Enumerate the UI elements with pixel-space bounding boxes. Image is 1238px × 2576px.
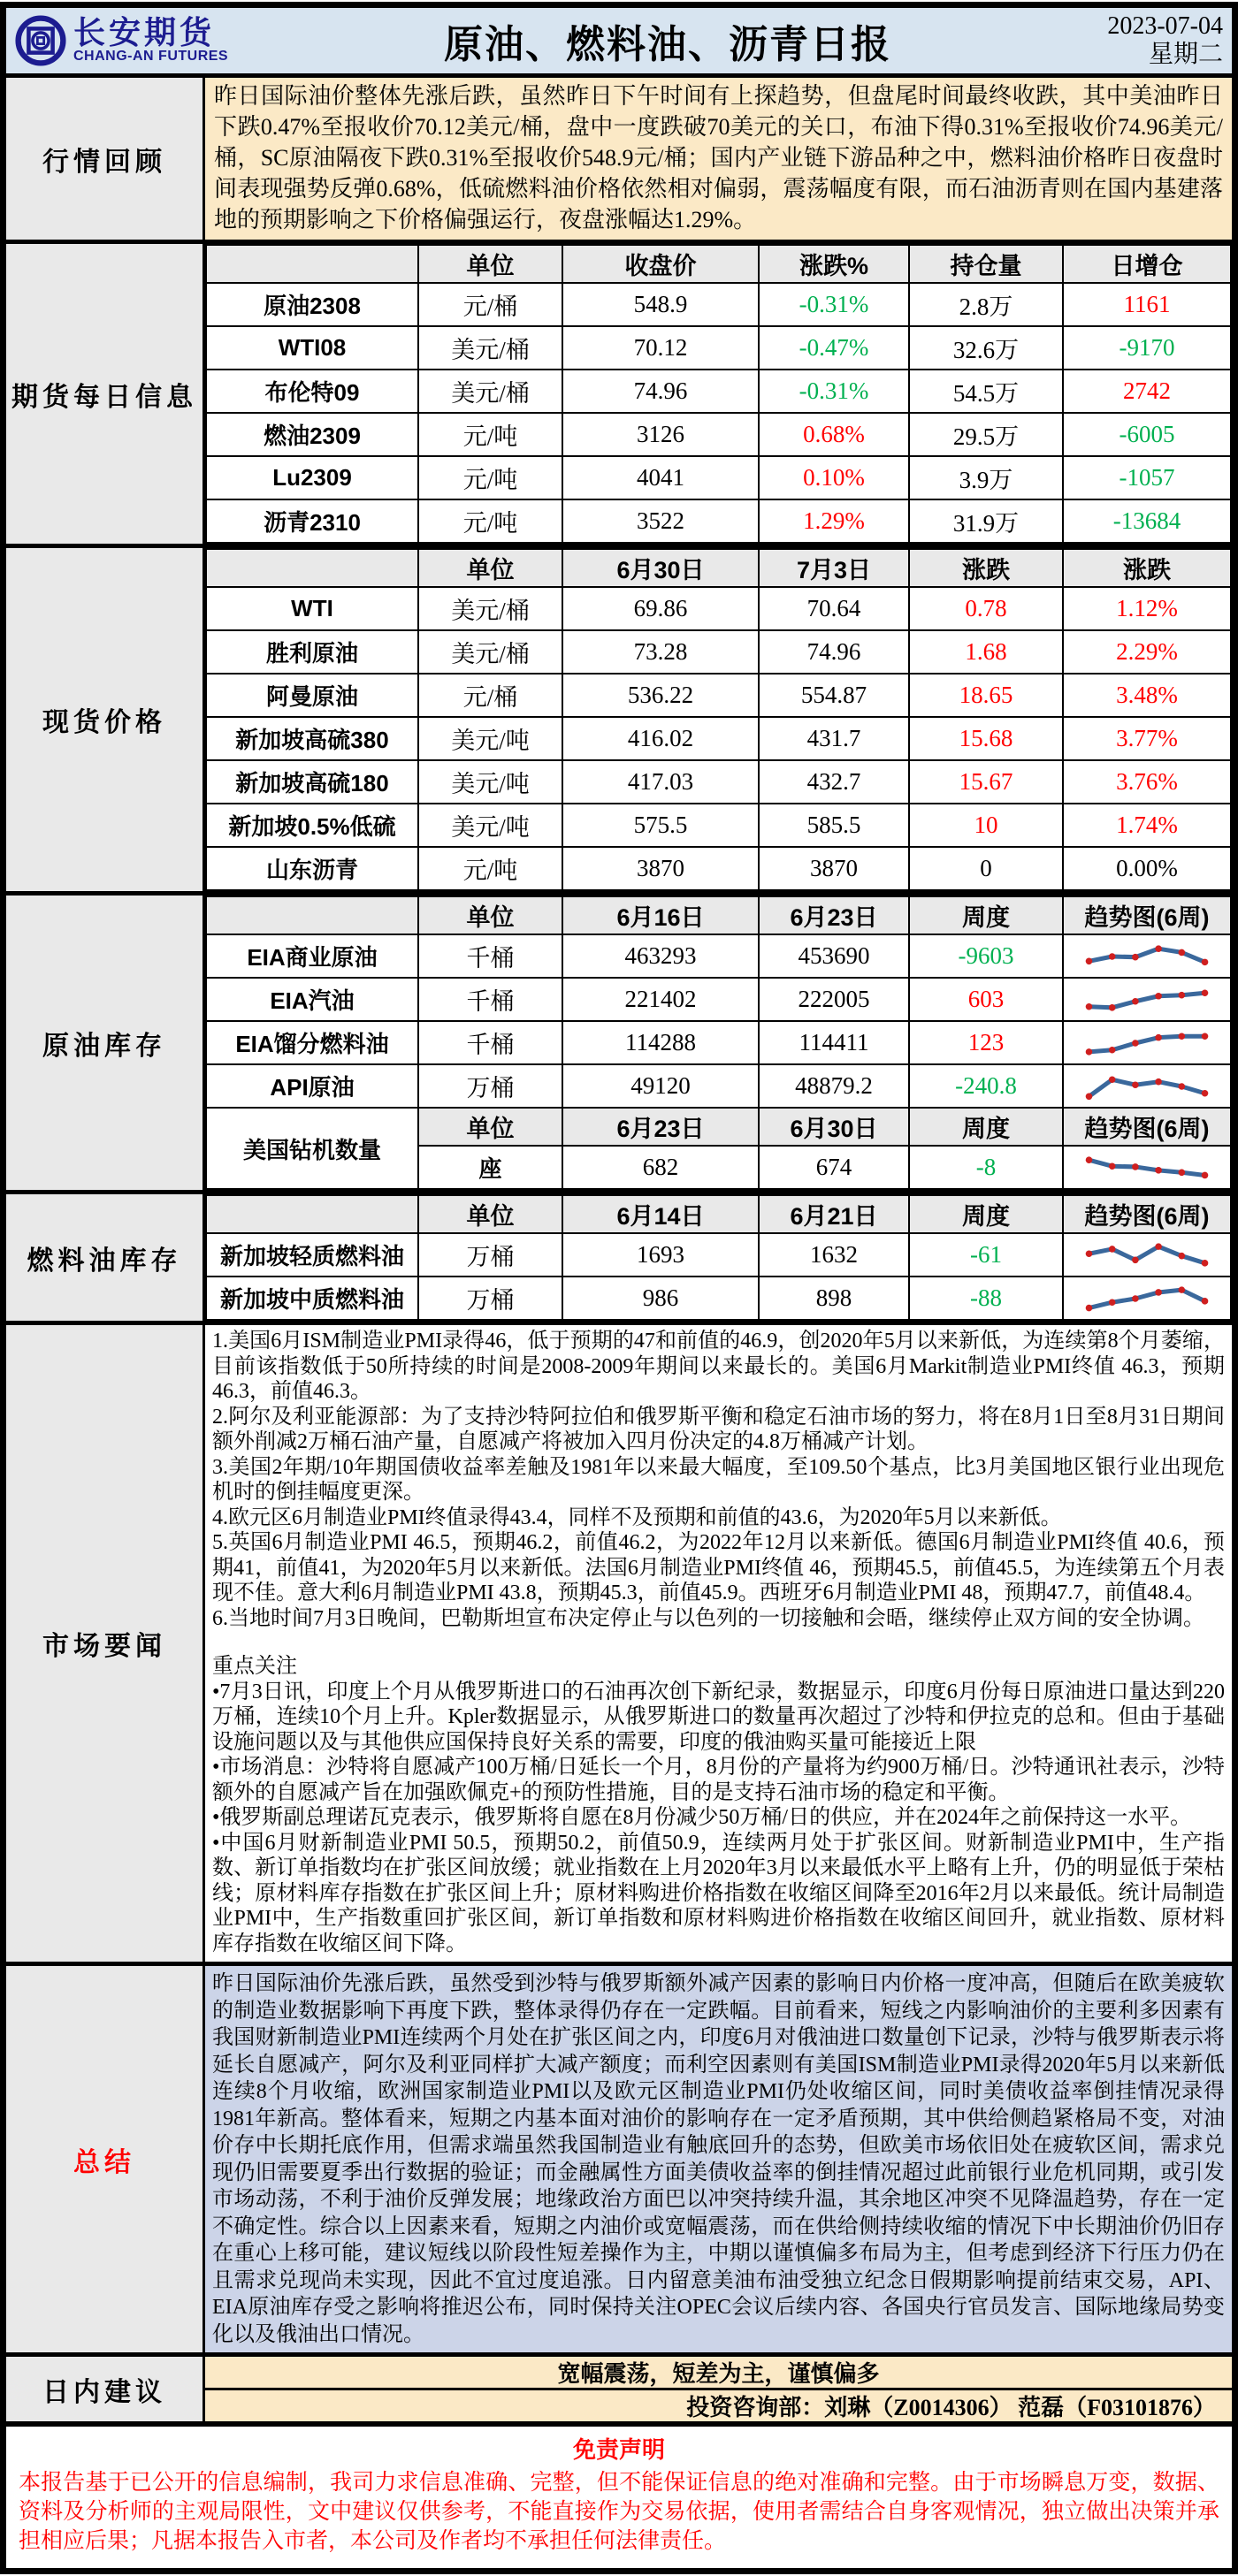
- data-cell: 万桶: [418, 1064, 562, 1108]
- data-cell: WTI08: [206, 326, 418, 370]
- column-header-cell: 单位: [418, 245, 562, 283]
- column-header-cell: 单位: [418, 1195, 562, 1233]
- futures-table: [205, 244, 1232, 544]
- table-row: [206, 1108, 1231, 1146]
- data-cell: 74.96: [759, 630, 909, 674]
- data-cell: 682: [562, 1146, 759, 1189]
- data-cell: 453690: [759, 934, 909, 978]
- table-row: [206, 499, 1231, 543]
- section-market-review: [6, 73, 1232, 240]
- data-cell: 674: [759, 1146, 909, 1189]
- data-cell: 0.10%: [759, 456, 909, 499]
- data-cell: 美元/桶: [418, 630, 562, 674]
- company-name-en: CHANG-AN FUTURES: [73, 49, 229, 64]
- column-header-cell: 周度: [909, 1108, 1063, 1146]
- trend-cell: [1063, 1064, 1231, 1108]
- section-label-market-review: 行情回顾: [6, 78, 205, 240]
- data-cell: 73.28: [562, 630, 759, 674]
- section-label-summary: 总结: [6, 1966, 205, 2352]
- data-cell: -88: [909, 1277, 1063, 1320]
- data-cell: 元/吨: [418, 499, 562, 543]
- data-cell: -13684: [1063, 499, 1231, 543]
- data-cell: 1693: [562, 1233, 759, 1277]
- data-cell: 美元/吨: [418, 717, 562, 760]
- data-cell: 48879.2: [759, 1064, 909, 1108]
- trend-sparkline: [1076, 981, 1218, 1018]
- data-cell: 万桶: [418, 1277, 562, 1320]
- trend-cell: [1063, 1021, 1231, 1064]
- market-review-text: 昨日国际油价整体先涨后跌，虽然昨日下午时间有上探趋势，但盘尾时间最终收跌，其中美油昨日下跌0.47%至报收价70.12美元/桶，盘中一度跌破70美元的关口，布油下得0.31%至报收价74.96美元/桶，SC原油隔夜下跌0.31%至报收价548.9元/桶；国内产业链下游品种之中，燃料油价格昨日夜盘时间表现强势反弹0.68%，低硫燃料油价格依然相对偏弱，震荡幅度有限，而石油沥青则在国内基建落地的预期影响之下价格偏强运行，夜盘涨幅达1.29%。: [205, 78, 1232, 240]
- column-header-cell: 6月30日: [759, 1108, 909, 1146]
- data-cell: -6005: [1063, 413, 1231, 456]
- column-header-cell: 趋势图(6周): [1063, 1195, 1231, 1233]
- news-paragraph: •中国6月财新制造业PMI 50.5，预期50.2，前值50.9，连续两月处于扩张区间。财新制造业PMI中，生产指数、新订单指数均在扩张区间放缓；就业指数在上月2020年3月以来最低水平上略有上升，仍的明显低于荣枯线；原材料库存指数在扩张区间上升；原材料购进价格指数在收缩区间降至2016年2月以来最低。统计局制造业PMI中，生产指数重回扩张区间，新订单指数和原材料购进价格指数在收缩区间回升，就业指数、原材料库存指数在收缩区间下降。: [212, 1831, 1225, 1955]
- trend-cell: [1063, 1146, 1231, 1189]
- column-header-cell: 涨跌: [909, 549, 1063, 587]
- column-header-cell: 7月3日: [759, 549, 909, 587]
- report-header: [6, 8, 1232, 73]
- crude-inventory-table: [205, 896, 1232, 1190]
- data-cell: 3.76%: [1063, 760, 1231, 804]
- data-cell: -9603: [909, 934, 1063, 978]
- trend-cell: [1063, 978, 1231, 1021]
- data-cell: 燃油2309: [206, 413, 418, 456]
- table-row: [206, 804, 1231, 847]
- data-cell: 1.74%: [1063, 804, 1231, 847]
- data-cell: 31.9万: [909, 499, 1063, 543]
- section-label-advice: 日内建议: [6, 2357, 205, 2421]
- data-cell: API原油: [206, 1064, 418, 1108]
- table-row: [206, 456, 1231, 499]
- trend-cell: [1063, 934, 1231, 978]
- section-label-fuel-inventory: 燃料油库存: [6, 1194, 205, 1321]
- data-cell: 美元/桶: [418, 587, 562, 630]
- data-cell: -0.47%: [759, 326, 909, 370]
- data-cell: 3.77%: [1063, 717, 1231, 760]
- section-label-spot: 现货价格: [6, 548, 205, 891]
- section-advice: [6, 2352, 1232, 2421]
- trend-sparkline: [1076, 1237, 1218, 1274]
- table-row: [206, 1064, 1231, 1108]
- trend-sparkline: [1076, 1068, 1218, 1105]
- data-cell: 10: [909, 804, 1063, 847]
- trend-sparkline: [1076, 1025, 1218, 1062]
- trend-sparkline: [1076, 1149, 1218, 1186]
- data-cell: 986: [562, 1277, 759, 1320]
- data-cell: 0.00%: [1063, 847, 1231, 890]
- data-cell: 新加坡高硫380: [206, 717, 418, 760]
- data-cell: 万桶: [418, 1233, 562, 1277]
- column-header-cell: 6月21日: [759, 1195, 909, 1233]
- data-cell: 898: [759, 1277, 909, 1320]
- table-row: [206, 370, 1231, 413]
- trend-cell: [1063, 1233, 1231, 1277]
- table-row: [206, 630, 1231, 674]
- data-cell: 431.7: [759, 717, 909, 760]
- data-cell: 1.12%: [1063, 587, 1231, 630]
- data-cell: 美国钻机数量: [206, 1108, 418, 1189]
- table-row: [206, 245, 1231, 283]
- data-cell: 575.5: [562, 804, 759, 847]
- company-logo: [15, 15, 298, 66]
- data-cell: 74.96: [562, 370, 759, 413]
- data-cell: 585.5: [759, 804, 909, 847]
- report-title: 原油、燃料油、沥青日报: [444, 23, 891, 66]
- column-header-cell: 6月30日: [562, 549, 759, 587]
- table-row: [206, 549, 1231, 587]
- table-row: [206, 760, 1231, 804]
- data-cell: 3870: [759, 847, 909, 890]
- trend-cell: [1063, 1277, 1231, 1320]
- data-cell: 0: [909, 847, 1063, 890]
- data-cell: 0.68%: [759, 413, 909, 456]
- data-cell: 元/吨: [418, 456, 562, 499]
- data-cell: 新加坡高硫180: [206, 760, 418, 804]
- data-cell: 3.48%: [1063, 674, 1231, 717]
- data-cell: 座: [418, 1146, 562, 1189]
- data-cell: -8: [909, 1146, 1063, 1189]
- report-date-value: 2023-07-04: [1107, 12, 1223, 40]
- data-cell: 417.03: [562, 760, 759, 804]
- data-cell: WTI: [206, 587, 418, 630]
- data-cell: 536.22: [562, 674, 759, 717]
- column-header-cell: 单位: [418, 896, 562, 934]
- disclaimer: [6, 2421, 1232, 2568]
- data-cell: -1057: [1063, 456, 1231, 499]
- table-row: [206, 1233, 1231, 1277]
- data-cell: 美元/吨: [418, 804, 562, 847]
- column-header-cell: 6月14日: [562, 1195, 759, 1233]
- column-header-cell: 趋势图(6周): [1063, 1108, 1231, 1146]
- report-page: [0, 2, 1238, 2574]
- disclaimer-text: 本报告基于已公开的信息编制，我司力求信息准确、完整，但不能保证信息的绝对准确和完整。由于市场瞬息万变，数据、资料及分析师的主观局限性，文中建议仅供参考，不能直接作为交易依据，使用者需结合自身客观情况，独立做出决策并承担相应后果；凡据本报告入市者，本公司及作者均不承担任何法律责任。: [19, 2471, 1219, 2553]
- data-cell: 千桶: [418, 934, 562, 978]
- data-cell: 222005: [759, 978, 909, 1021]
- data-cell: 2742: [1063, 370, 1231, 413]
- data-cell: 2.8万: [909, 283, 1063, 326]
- data-cell: 221402: [562, 978, 759, 1021]
- column-header-cell: 周度: [909, 896, 1063, 934]
- data-cell: 1.68: [909, 630, 1063, 674]
- news-paragraph: •市场消息：沙特将自愿减产100万桶/日延长一个月，8月份的产量将为约900万桶/日。沙特通讯社表示，沙特额外的自愿减产旨在加强欧佩克+的预防性措施，目的是支持石油市场的稳定和平衡。: [212, 1756, 1225, 1804]
- data-cell: 603: [909, 978, 1063, 1021]
- data-cell: 布伦特09: [206, 370, 418, 413]
- data-cell: 416.02: [562, 717, 759, 760]
- table-row: [206, 847, 1231, 890]
- data-cell: 新加坡中质燃料油: [206, 1277, 418, 1320]
- news-paragraph: 重点关注: [212, 1655, 297, 1678]
- news-paragraph: 2.阿尔及利亚能源部：为了支持沙特阿拉伯和俄罗斯平衡和稳定石油市场的努力，将在8月1日至8月31日期间额外削减2万桶石油产量，自愿减产将被加入四月份决定的4.8万桶减产计划。: [212, 1405, 1225, 1453]
- section-futures-daily: [6, 240, 1232, 544]
- table-row: [206, 413, 1231, 456]
- advice-line: 宽幅震荡，短差为主，谨慎偏多: [205, 2357, 1232, 2390]
- table-row: [206, 1277, 1231, 1320]
- company-name-cn: 长安期货: [73, 14, 216, 50]
- data-cell: 元/桶: [418, 283, 562, 326]
- news-paragraph: 1.美国6月ISM制造业PMI录得46，低于预期的47和前值的46.9，创2020年5月以来新低，为连续第8个月萎缩，目前该指数低于50所持续的时间是2008-2009年期间以来最长的。美国6月Markit制造业PMI终值 46.3，预期46.3，前值46.3。: [212, 1330, 1225, 1403]
- column-header-cell: 涨跌%: [759, 245, 909, 283]
- table-row: [206, 1021, 1231, 1064]
- section-crude-inventory: [6, 891, 1232, 1190]
- data-cell: 4041: [562, 456, 759, 499]
- data-cell: 114288: [562, 1021, 759, 1064]
- data-cell: 49120: [562, 1064, 759, 1108]
- data-cell: 3522: [562, 499, 759, 543]
- data-cell: 沥青2310: [206, 499, 418, 543]
- market-news-body: [205, 1325, 1232, 1962]
- advice-consultants: 投资咨询部：刘琳（Z0014306） 范磊（F03101876）: [205, 2390, 1232, 2421]
- column-header-cell: 周度: [909, 1195, 1063, 1233]
- column-header-cell: [206, 1195, 418, 1233]
- data-cell: 1632: [759, 1233, 909, 1277]
- spot-price-table: [205, 548, 1232, 891]
- column-header-cell: 涨跌: [1063, 549, 1231, 587]
- data-cell: 山东沥青: [206, 847, 418, 890]
- report-date: [1037, 12, 1223, 69]
- data-cell: 3126: [562, 413, 759, 456]
- data-cell: 元/吨: [418, 413, 562, 456]
- data-cell: 原油2308: [206, 283, 418, 326]
- table-row: [206, 934, 1231, 978]
- data-cell: 123: [909, 1021, 1063, 1064]
- column-header-cell: [206, 896, 418, 934]
- data-cell: 0.78: [909, 587, 1063, 630]
- fuel-inventory-table: [205, 1194, 1232, 1321]
- data-cell: 美元/桶: [418, 326, 562, 370]
- news-paragraph: 4.欧元区6月制造业PMI终值录得43.4，同样不及预期和前值的43.6，为2020年5月以来新低。: [212, 1505, 1062, 1529]
- trend-sparkline: [1076, 1280, 1218, 1317]
- data-cell: -0.31%: [759, 283, 909, 326]
- data-cell: 元/桶: [418, 674, 562, 717]
- data-cell: 432.7: [759, 760, 909, 804]
- data-cell: 114411: [759, 1021, 909, 1064]
- news-paragraph: [212, 1631, 1225, 1654]
- column-header-cell: 单位: [418, 1108, 562, 1146]
- trend-sparkline: [1076, 938, 1218, 975]
- data-cell: -9170: [1063, 326, 1231, 370]
- data-cell: 千桶: [418, 978, 562, 1021]
- column-header-cell: [206, 549, 418, 587]
- table-row: [206, 283, 1231, 326]
- section-market-news: [6, 1321, 1232, 1962]
- data-cell: EIA商业原油: [206, 934, 418, 978]
- data-cell: EIA馏分燃料油: [206, 1021, 418, 1064]
- column-header-cell: 日增仓: [1063, 245, 1231, 283]
- table-row: [206, 674, 1231, 717]
- news-paragraph: 6.当地时间7月3日晚间，巴勒斯坦宣布决定停止与以色列的一切接触和会晤，继续停止双方间的安全协调。: [212, 1606, 1204, 1630]
- table-row: [206, 896, 1231, 934]
- column-header-cell: [206, 245, 418, 283]
- table-row: [206, 717, 1231, 760]
- section-spot-price: [6, 544, 1232, 891]
- data-cell: 新加坡0.5%低硫: [206, 804, 418, 847]
- data-cell: -240.8: [909, 1064, 1063, 1108]
- column-header-cell: 6月16日: [562, 896, 759, 934]
- data-cell: 美元/桶: [418, 370, 562, 413]
- summary-text: 昨日国际油价先涨后跌，虽然受到沙特与俄罗斯额外减产因素的影响日内价格一度冲高，但随后在欧美疲软的制造业数据影响下再度下跌，整体录得仍存在一定跌幅。目前看来，短线之内影响油价的主要利多因素有我国财新制造业PMI连续两个月处在扩张区间之内，印度6月对俄油进口数量创下记录，沙特与俄罗斯表示将延长自愿减产，阿尔及利亚同样扩大减产额度；而利空因素则有美国ISM制造业PMI录得2020年5月以来新低连续8个月收缩，欧洲国家制造业PMI以及欧元区制造业PMI仍处收缩区间，同时美债收益率倒挂情况录得1981年新高。整体看来，短期之内基本面对油价的影响存在一定矛盾预期，其中供给侧趋紧格局不变，对油价存中长期托底作用，但需求端虽然我国制造业有触底回升的态势，但欧美市场依旧处在疲软区间，需求兑现仍旧需要夏季出行数据的验证；而金融属性方面美债收益率的倒挂情况超过此前银行业危机同期，或引发市场动荡，不利于油价反弹发展；地缘政治方面巴以冲突持续升温，其余地区冲突不见降温趋势，存在一定不确定性。综合以上因素来看，短期之内油价或宽幅震荡，而在供给侧持续收缩的情况下中长期油价仍旧存在重心上移可能，建议短线以阶段性短差操作为主，中期以谨慎偏多布局为主，但考虑到经济下行压力仍在且需求兑现尚未实现，因此不宜过度追涨。日内留意美油布油受独立纪念日假期影响提前结束交易，API、EIA原油库存受之影响将推迟公布，同时保持关注OPEC会议后续内容、各国央行官员发言、国际地缘局势变化以及俄油出口情况。: [205, 1966, 1232, 2352]
- data-cell: 548.9: [562, 283, 759, 326]
- data-cell: 70.12: [562, 326, 759, 370]
- data-cell: 15.67: [909, 760, 1063, 804]
- table-row: [206, 1195, 1231, 1233]
- data-cell: 1.29%: [759, 499, 909, 543]
- data-cell: 463293: [562, 934, 759, 978]
- data-cell: Lu2309: [206, 456, 418, 499]
- data-cell: 32.6万: [909, 326, 1063, 370]
- column-header-cell: 6月23日: [562, 1108, 759, 1146]
- data-cell: 2.29%: [1063, 630, 1231, 674]
- data-cell: 18.65: [909, 674, 1063, 717]
- disclaimer-title: 免责声明: [572, 2437, 665, 2463]
- data-cell: 1161: [1063, 283, 1231, 326]
- data-cell: 阿曼原油: [206, 674, 418, 717]
- coin-logo-icon: [15, 15, 66, 66]
- column-header-cell: 持仓量: [909, 245, 1063, 283]
- report-weekday: 星期二: [1148, 41, 1223, 68]
- news-paragraph: •7月3日讯，印度上个月从俄罗斯进口的石油再次创下新纪录，数据显示，印度6月份每日原油进口量达到220万桶，连续10个月上升。Kpler数据显示，从俄罗斯进口的数量再次超过了沙特和伊拉克的总和。但由于基础设施问题以及与其他供应国保持良好关系的需要，印度的俄油购买量可能接近上限: [212, 1680, 1225, 1754]
- data-cell: 70.64: [759, 587, 909, 630]
- section-summary: [6, 1962, 1232, 2352]
- data-cell: 15.68: [909, 717, 1063, 760]
- data-cell: 69.86: [562, 587, 759, 630]
- data-cell: 千桶: [418, 1021, 562, 1064]
- news-paragraph: •俄罗斯副总理诺瓦克表示，俄罗斯将自愿在8月份减少50万桶/日的供应，并在2024年之前保持这一水平。: [212, 1806, 1192, 1829]
- data-cell: 3.9万: [909, 456, 1063, 499]
- news-paragraph: 3.美国2年期/10年期国债收益率差触及1981年以来最大幅度，至109.50个基点，比3月美国地区银行业出现危机时的倒挂幅度更深。: [212, 1455, 1225, 1504]
- column-header-cell: 趋势图(6周): [1063, 896, 1231, 934]
- data-cell: 美元/吨: [418, 760, 562, 804]
- column-header-cell: 收盘价: [562, 245, 759, 283]
- section-label-crude-inventory: 原油库存: [6, 896, 205, 1190]
- table-row: [206, 326, 1231, 370]
- data-cell: -61: [909, 1233, 1063, 1277]
- column-header-cell: 单位: [418, 549, 562, 587]
- company-name-block: [73, 14, 229, 65]
- data-cell: 新加坡轻质燃料油: [206, 1233, 418, 1277]
- table-row: [206, 587, 1231, 630]
- news-paragraph: 5.英国6月制造业PMI 46.5，预期46.2，前值46.2，为2022年12月以来新低。德国6月制造业PMI终值 40.6，预期41，前值41，为2020年5月以来新低。法国6月制造业PMI终值 46，预期45.5，前值45.5，为连续第五个月表现不佳。意大利6月制造业PMI 43.8，预期45.3，前值45.9。西班牙6月制造业PMI 48，预期47.7，前值48.4。: [212, 1531, 1225, 1604]
- data-cell: -0.31%: [759, 370, 909, 413]
- data-cell: 胜利原油: [206, 630, 418, 674]
- data-cell: EIA汽油: [206, 978, 418, 1021]
- data-cell: 元/吨: [418, 847, 562, 890]
- column-header-cell: 6月23日: [759, 896, 909, 934]
- section-fuel-inventory: [6, 1190, 1232, 1321]
- section-label-market-news: 市场要闻: [6, 1325, 205, 1962]
- data-cell: 554.87: [759, 674, 909, 717]
- section-label-futures: 期货每日信息: [6, 244, 205, 544]
- data-cell: 54.5万: [909, 370, 1063, 413]
- data-cell: 3870: [562, 847, 759, 890]
- data-cell: 29.5万: [909, 413, 1063, 456]
- table-row: [206, 978, 1231, 1021]
